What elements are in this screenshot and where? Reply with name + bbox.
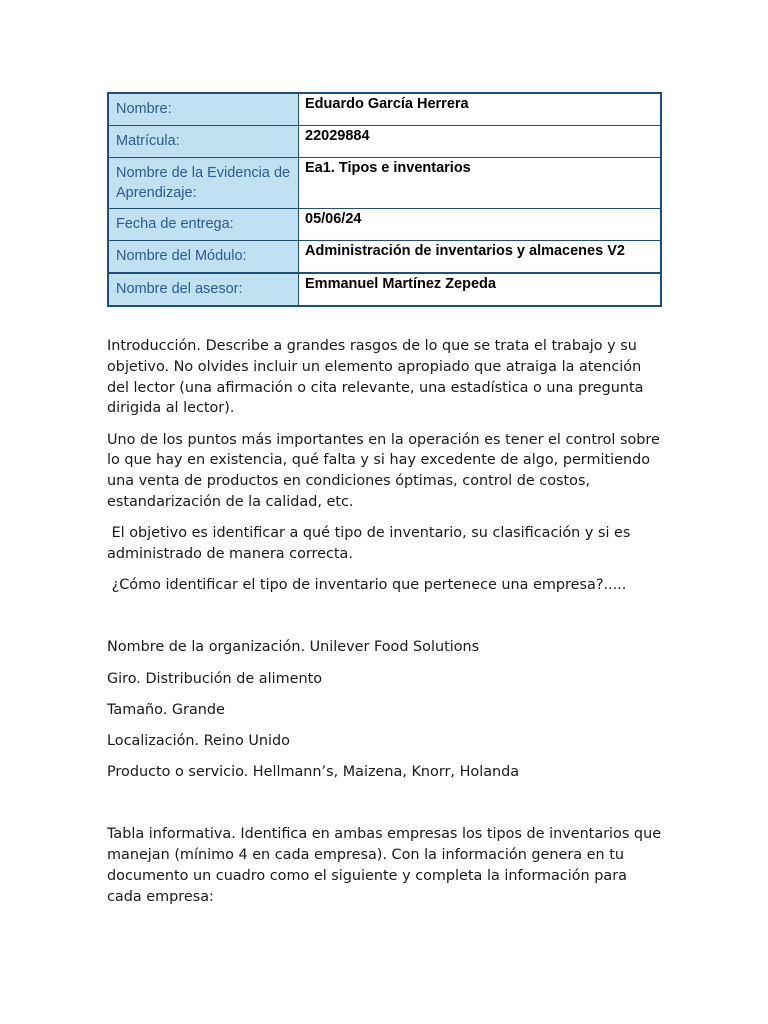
table-row xyxy=(108,158,661,209)
objective-paragraph: El objetivo es identificar a qué tipo de inventario, su clasificación y si es administrado de manera correcta. xyxy=(107,525,635,562)
table-row xyxy=(108,273,661,306)
document-page xyxy=(107,92,662,918)
org-size-line: Tamaño. Grande xyxy=(107,701,225,718)
table-row xyxy=(108,241,661,274)
table-row xyxy=(108,126,661,158)
table-row xyxy=(108,209,661,241)
org-name-line: Nombre de la organización. Unilever Food Solutions xyxy=(107,639,480,656)
matricula-value: 22029884 xyxy=(299,126,662,158)
evidence-name-label: Nombre de la Evidencia de Aprendizaje: xyxy=(108,158,299,209)
question-paragraph: ¿Cómo identificar el tipo de inventario que pertenece una empresa?..... xyxy=(107,577,627,594)
org-location-line: Localización. Reino Unido xyxy=(107,732,290,749)
org-giro-line: Giro. Distribución de alimento xyxy=(107,670,323,687)
table-info-prompt: Tabla informativa. Identifica en ambas empresas los tipos de inventarios que manejan (mínimo 4 en cada empresa). Con la información genera en tu documento un cuadro como el siguiente y completa la información para cada empresa: xyxy=(107,826,662,905)
evidence-name-value: Ea1. Tipos e inventarios xyxy=(299,158,662,209)
matricula-label: Matrícula: xyxy=(108,126,299,158)
org-products-line: Producto o servicio. Hellmann’s, Maizena, Knorr, Holanda xyxy=(107,764,520,781)
module-label: Nombre del Módulo: xyxy=(108,241,299,274)
table-row xyxy=(108,93,661,126)
cover-info-table xyxy=(107,92,662,307)
spacer xyxy=(107,793,662,824)
document-body xyxy=(107,336,662,907)
advisor-label: Nombre del asesor: xyxy=(108,273,299,306)
module-value: Administración de inventarios y almacenes V2 xyxy=(299,241,662,274)
advisor-value: Emmanuel Martínez Zepeda xyxy=(299,273,662,306)
due-date-value: 05/06/24 xyxy=(299,209,662,241)
due-date-label: Fecha de entrega: xyxy=(108,209,299,241)
intro-prompt: Introducción. Describe a grandes rasgos de lo que se trata el trabajo y su objetivo. No olvides incluir un elemento apropiado que atraiga la atención del lector (una afirmación o cita relevante, una estadística o una pregunta dirigida al lector). xyxy=(107,338,644,417)
name-label: Nombre: xyxy=(108,93,299,126)
intro-paragraph: Uno de los puntos más importantes en la operación es tener el control sobre lo que hay en existencia, qué falta y si hay excedente de algo, permitiendo una venta de productos en condiciones óptimas, control de costos, estandarización de la calidad, etc. xyxy=(107,431,660,510)
spacer xyxy=(107,606,662,637)
name-value: Eduardo García Herrera xyxy=(299,93,662,126)
